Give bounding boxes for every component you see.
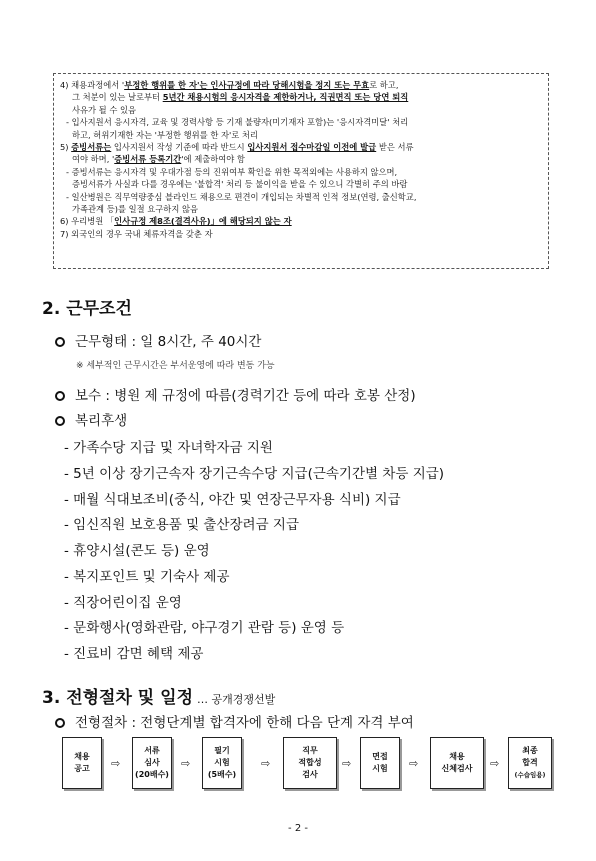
- section-2-title: 2. 근무조건: [42, 299, 132, 319]
- welfare-list-item: - 가족수당 지급 및 자녀학자금 지원: [64, 440, 273, 456]
- flow-step: 서류 심사 (20배수): [132, 737, 172, 789]
- welfare-list-item: - 5년 이상 장기근속자 장기근속수당 지급(근속기간별 차등 지급): [64, 466, 445, 482]
- welfare-list-item: - 문화행사(영화관람, 야구경기 관람 등) 운영 등: [64, 620, 345, 636]
- flow-step: 면접 시험: [360, 737, 400, 789]
- note-5-sub2-line2: 가족관계 등)를 일절 요구하지 않음: [72, 204, 198, 215]
- welfare-list-item: - 직장어린이집 운영: [64, 595, 182, 611]
- note-5-sub1: - 증빙서류는 응시자격 및 우대가점 등의 진위여부 확인을 위한 목적외에는 사용하지 않으며,: [66, 166, 398, 177]
- right-arrow-icon: ⇨: [261, 757, 271, 770]
- note-6: 6) 우리병원 「인사규정 제8조(결격사유)」에 해당되지 않는 자: [60, 216, 292, 227]
- right-arrow-icon: ⇨: [111, 757, 121, 770]
- note-5-sub2: - 일산병원은 직무역량중심 블라인드 채용으로 편견이 개입되는 차별적 인적 정보(연령, 출신학교,: [66, 191, 417, 202]
- welfare-list-item: - 휴양시설(콘도 등) 운영: [64, 543, 210, 559]
- note-4-sub1: - 입사지원서 응시자격, 교육 및 경력사항 등 기재 불량자(미기재자 포함)는 '응시자격미달' 처리: [66, 117, 409, 128]
- note-4: 4) 채용과정에서 '부정한 행위를 한 자'는 인사규정에 따라 당해시험을 정지 또는 무효로 하고,: [60, 80, 399, 90]
- bullet-circle-icon: [55, 337, 65, 347]
- work-form-item: 근무형태 : 일 8시간, 주 40시간: [55, 330, 261, 350]
- page-number: - 2 -: [288, 823, 308, 834]
- welfare-list-item: - 임신직원 보호용품 및 출산장려금 지급: [64, 517, 299, 533]
- welfare-item: 복리후생: [55, 409, 127, 429]
- welfare-list-item: - 진료비 감면 혜택 제공: [64, 646, 204, 662]
- pay-item: 보수 : 병원 제 규정에 따름(경력기간 등에 따라 호봉 산정): [55, 384, 416, 404]
- bullet-circle-icon: [55, 718, 65, 728]
- welfare-list-item: - 매월 식대보조비(중식, 야간 및 연장근무자용 식비) 지급: [64, 492, 401, 508]
- right-arrow-icon: ⇨: [181, 757, 191, 770]
- note-5-sub1-line2: 증빙서류가 사실과 다를 경우에는 '불합격' 처리 등 불이익을 받을 수 있으니 각별히 주의 바람: [72, 179, 408, 190]
- note-4-line3: 사유가 될 수 있음: [72, 104, 137, 115]
- note-5: 5) 증빙서류는 입사지원서 작성 기준에 따라 반드시 입사지원서 접수마감일 이전에 발급 받은 서류: [60, 142, 414, 153]
- eligibility-notes-box: [53, 73, 549, 269]
- procedure-item: 전형절차 : 전형단계별 합격자에 한해 다음 단계 자격 부여: [55, 711, 414, 731]
- bullet-circle-icon: [55, 416, 65, 426]
- flow-step-final: 최종 합격 (수습임용): [508, 737, 552, 789]
- flow-step: 채용 신체검사: [430, 737, 484, 789]
- note-7: 7) 외국인의 경우 국내 체류자격을 갖춘 자: [60, 228, 213, 239]
- welfare-list-item: - 복지포인트 및 기숙사 제공: [64, 569, 230, 585]
- note-4-sub1-line2: 하고, 허위기재한 자는 '부정한 행위를 한 자'로 처리: [72, 129, 258, 140]
- section-3-title: 3. 전형절차 및 일정 … 공개경쟁선발: [42, 688, 276, 708]
- flow-step: 필기 시험 (5배수): [202, 737, 242, 789]
- section-3-subtitle: … 공개경쟁선발: [197, 693, 276, 706]
- note-4-line2: 그 처분이 있는 날로부터 5년간 채용시험의 응시자격을 제한하거나, 직권면직 또는 당연 퇴직: [72, 92, 409, 103]
- bullet-circle-icon: [55, 391, 65, 401]
- note-5-line2: 여야 하며, '증빙서류 등록기간'에 제출하여야 함: [72, 154, 245, 165]
- flow-step: 채용 공고: [62, 737, 102, 789]
- flow-step: 직무 적합성 검사: [283, 737, 337, 789]
- right-arrow-icon: ⇨: [342, 757, 352, 770]
- right-arrow-icon: ⇨: [409, 757, 419, 770]
- selection-flow: [62, 737, 552, 791]
- work-hours-note: ※ 세부적인 근무시간은 부서운영에 따라 변동 가능: [76, 361, 275, 371]
- right-arrow-icon: ⇨: [490, 757, 500, 770]
